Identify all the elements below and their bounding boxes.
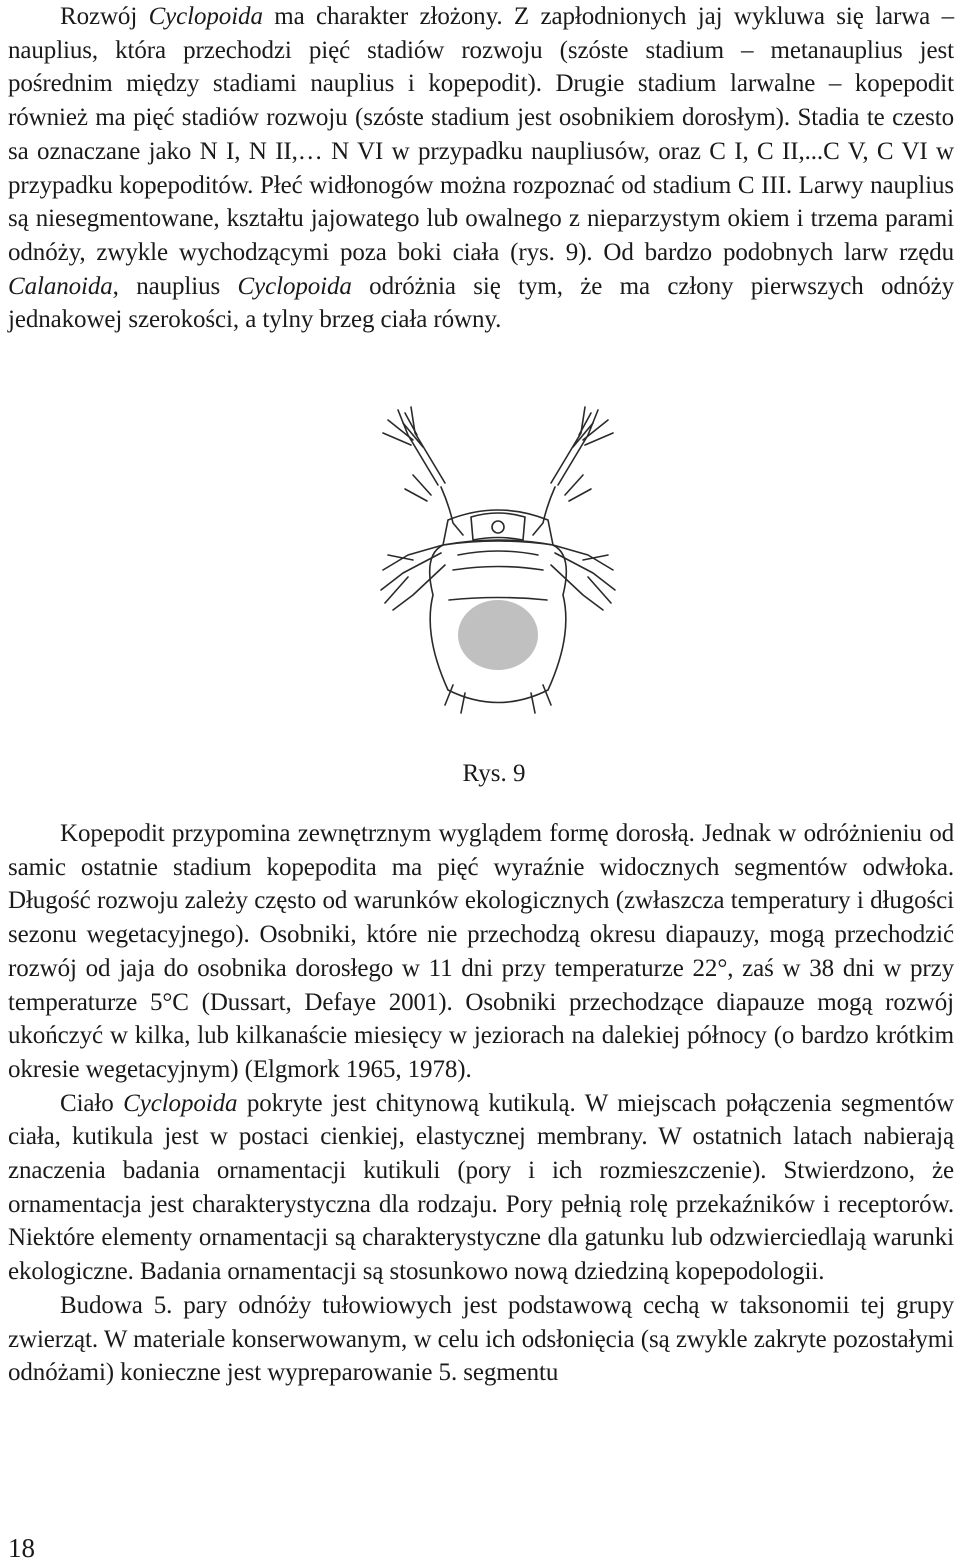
text-run: , nauplius (112, 272, 238, 300)
text-run: Budowa 5. pary odnóży tułowiowych jest podstawową cechą w taksonomii tej grupy zwierząt. W materiale konserwowanym, w celu ich odsłonięcia (są zwykle zakryte pozostałymi odnóżami) konieczne jest wypreparowanie 5. segmentu (8, 1291, 954, 1387)
taxon-name: Cyclopoida (148, 3, 263, 30)
paragraph (8, 0, 954, 337)
text-run: pokryte jest chitynową kutikulą. W miejscach połączenia segmentów ciała, kutikula jest w postaci cienkiej, elastycznej membrany. W ostatnich latach nabierają znaczenia badania ornamentacji kutikuli (pory i ich rozmieszczenie). Stwierdzono, że ornamentacja jest charakterystyczna dla rodzaju. Pory pełnią rolę przekaźników i receptorów. Niektóre elementy ornamentacji są charakterystyczne dla gatunku lub odzwierciedlają warunki ekologiczne. Badania ornamentacji są stosunkowo nową dziedziną kopepodologii. (8, 1089, 954, 1286)
text-block-top (8, 0, 954, 337)
page-number: 18 (8, 1533, 35, 1563)
taxon-name: Calanoida (8, 272, 113, 300)
paragraph (8, 1087, 954, 1289)
taxon-name: Cyclopoida (237, 272, 352, 300)
paragraph (8, 817, 954, 1087)
text-run: ma charakter złożony. Z zapłodnionych jaj wykluwa się larwa – nauplius, która przechodzi pięć stadiów rozwoju (szóste stadium – metanauplius jest pośrednim między stadiami nauplius i kopepodit). Drugie stadium larwalne – kopepodit również ma pięć stadiów rozwoju (szóste stadium jest osobnikiem dorosłym). Stadia te czesto sa oznaczane jako N I, N II,… N VI w przypadku naupliusów, oraz C I, C II,...C V, C VI w przypadku kopepoditów. Płeć widłonogów można rozpoznać od stadium C III. Larwy nauplius są niesegmentowane, kształtu jajowatego lub owalnego z nieparzystym okiem i trzema parami odnóży, zwykle wychodzącymi poza boki ciała (rys. 9). Od bardzo podobnych larw rzędu (8, 3, 954, 266)
nauplius-larva-drawing (353, 405, 643, 735)
text-run: Rozwój (60, 3, 149, 30)
text-block-bottom (8, 817, 954, 1390)
text-run: Ciało (60, 1089, 124, 1117)
figure-caption: Rys. 9 (462, 760, 526, 787)
text-run: Kopepodit przypomina zewnętrznym wyglądem formę dorosłą. Jednak w odróżnieniu od samic ostatnie stadium kopepodita ma pięć wyraźnie widocznych segmentów odwłoka. Długość rozwoju zależy często od warunków ekologicznych (zwłaszcza temperatury i długości sezonu wegetacyjnego). Osobniki, które nie przechodzą okresu diapauzy, mogą przechodzić rozwój od jaja do osobnika dorosłego w 11 dni przy temperaturze 22°, zaś w 38 dni w przy temperaturze 5°C (Dussart, Defaye 2001). Osobniki przechodzące diapauze mogą rozwój ukończyć w kilka, lub kilkanaście miesięcy w jeziorach na dalekiej północy (o bardzo krótkim okresie wegetacyjnym) (Elgmork 1965, 1978). (8, 820, 954, 1083)
taxon-name: Cyclopoida (123, 1089, 238, 1117)
figure (353, 405, 643, 735)
text-run: odróżnia się tym, że ma człony pierwszych odnóży jednakowej szerokości, a tylny brzeg ciała równy. (8, 272, 954, 334)
paragraph (8, 1289, 954, 1390)
